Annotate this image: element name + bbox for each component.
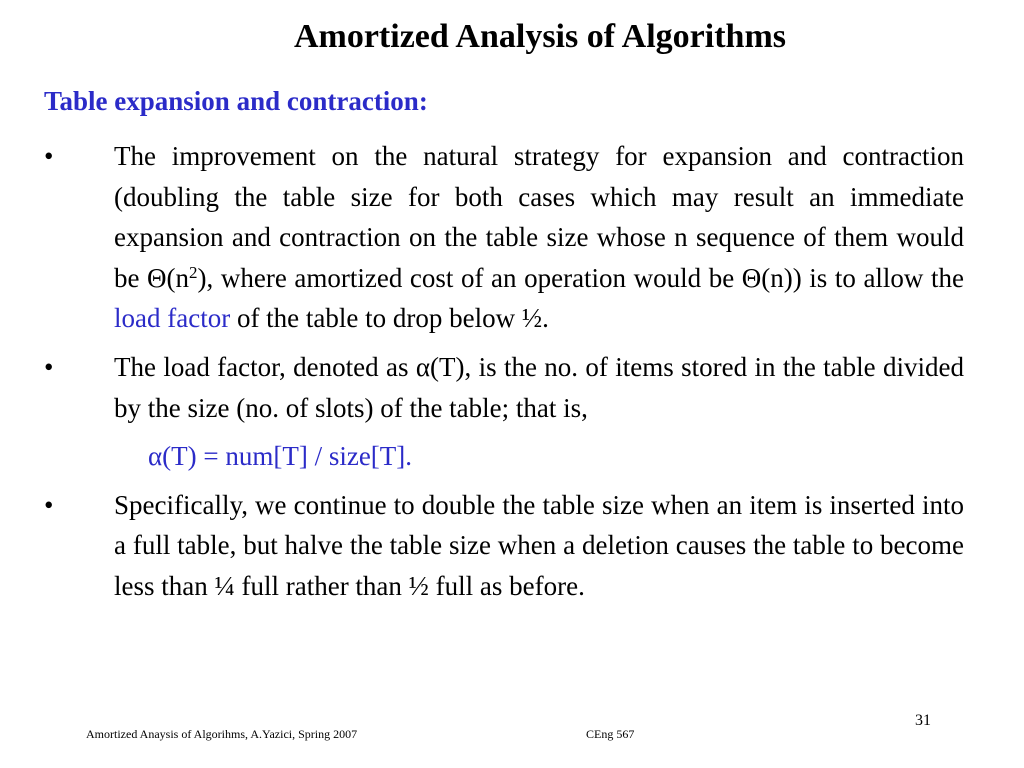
bullet-icon: •	[44, 141, 54, 171]
highlight-term: load factor	[114, 303, 231, 334]
slide-title: Amortized Analysis of Algorithms	[293, 18, 787, 55]
bullet-item-load-factor	[44, 347, 964, 428]
bullet-text	[114, 136, 964, 339]
bullet-icon: •	[44, 351, 54, 382]
footer-left: Amortized Anaysis of Algorihms, A.Yazici, Spring 2007	[86, 727, 358, 741]
bullet-text: The load factor, denoted as α(T), is the no. of items stored in the table divided by the size (no. of slots) of the table; that is,	[114, 351, 964, 423]
footer-center: CEng 567	[586, 727, 635, 741]
page-number: 31	[915, 712, 931, 729]
formula: α(T) = num[T] / size[T].	[148, 441, 413, 472]
bullet-text-part: The improvement on the natural strategy for expansion and contraction (doubling the table size for both cases which may result an immediate expansion and contraction on the table size whose n sequence of them would be Θ(n	[114, 141, 964, 293]
bullet-text: Specifically, we continue to double the table size when an item is inserted into a full table, but halve the table size when a deletion causes the table to become less than ¼ full rather than ½ full as before.	[114, 489, 964, 601]
bullet-list	[44, 136, 964, 615]
bullet-item-specifically	[44, 485, 964, 607]
bullet-item-improvement	[44, 136, 964, 339]
superscript: 2	[189, 262, 198, 282]
section-heading: Table expansion and contraction:	[44, 86, 428, 116]
bullet-text-part: of the table to drop below ½.	[230, 303, 549, 334]
bullet-text-part: ), where amortized cost of an operation would be Θ(n)) is to allow the	[197, 262, 964, 293]
bullet-icon: •	[44, 489, 54, 520]
